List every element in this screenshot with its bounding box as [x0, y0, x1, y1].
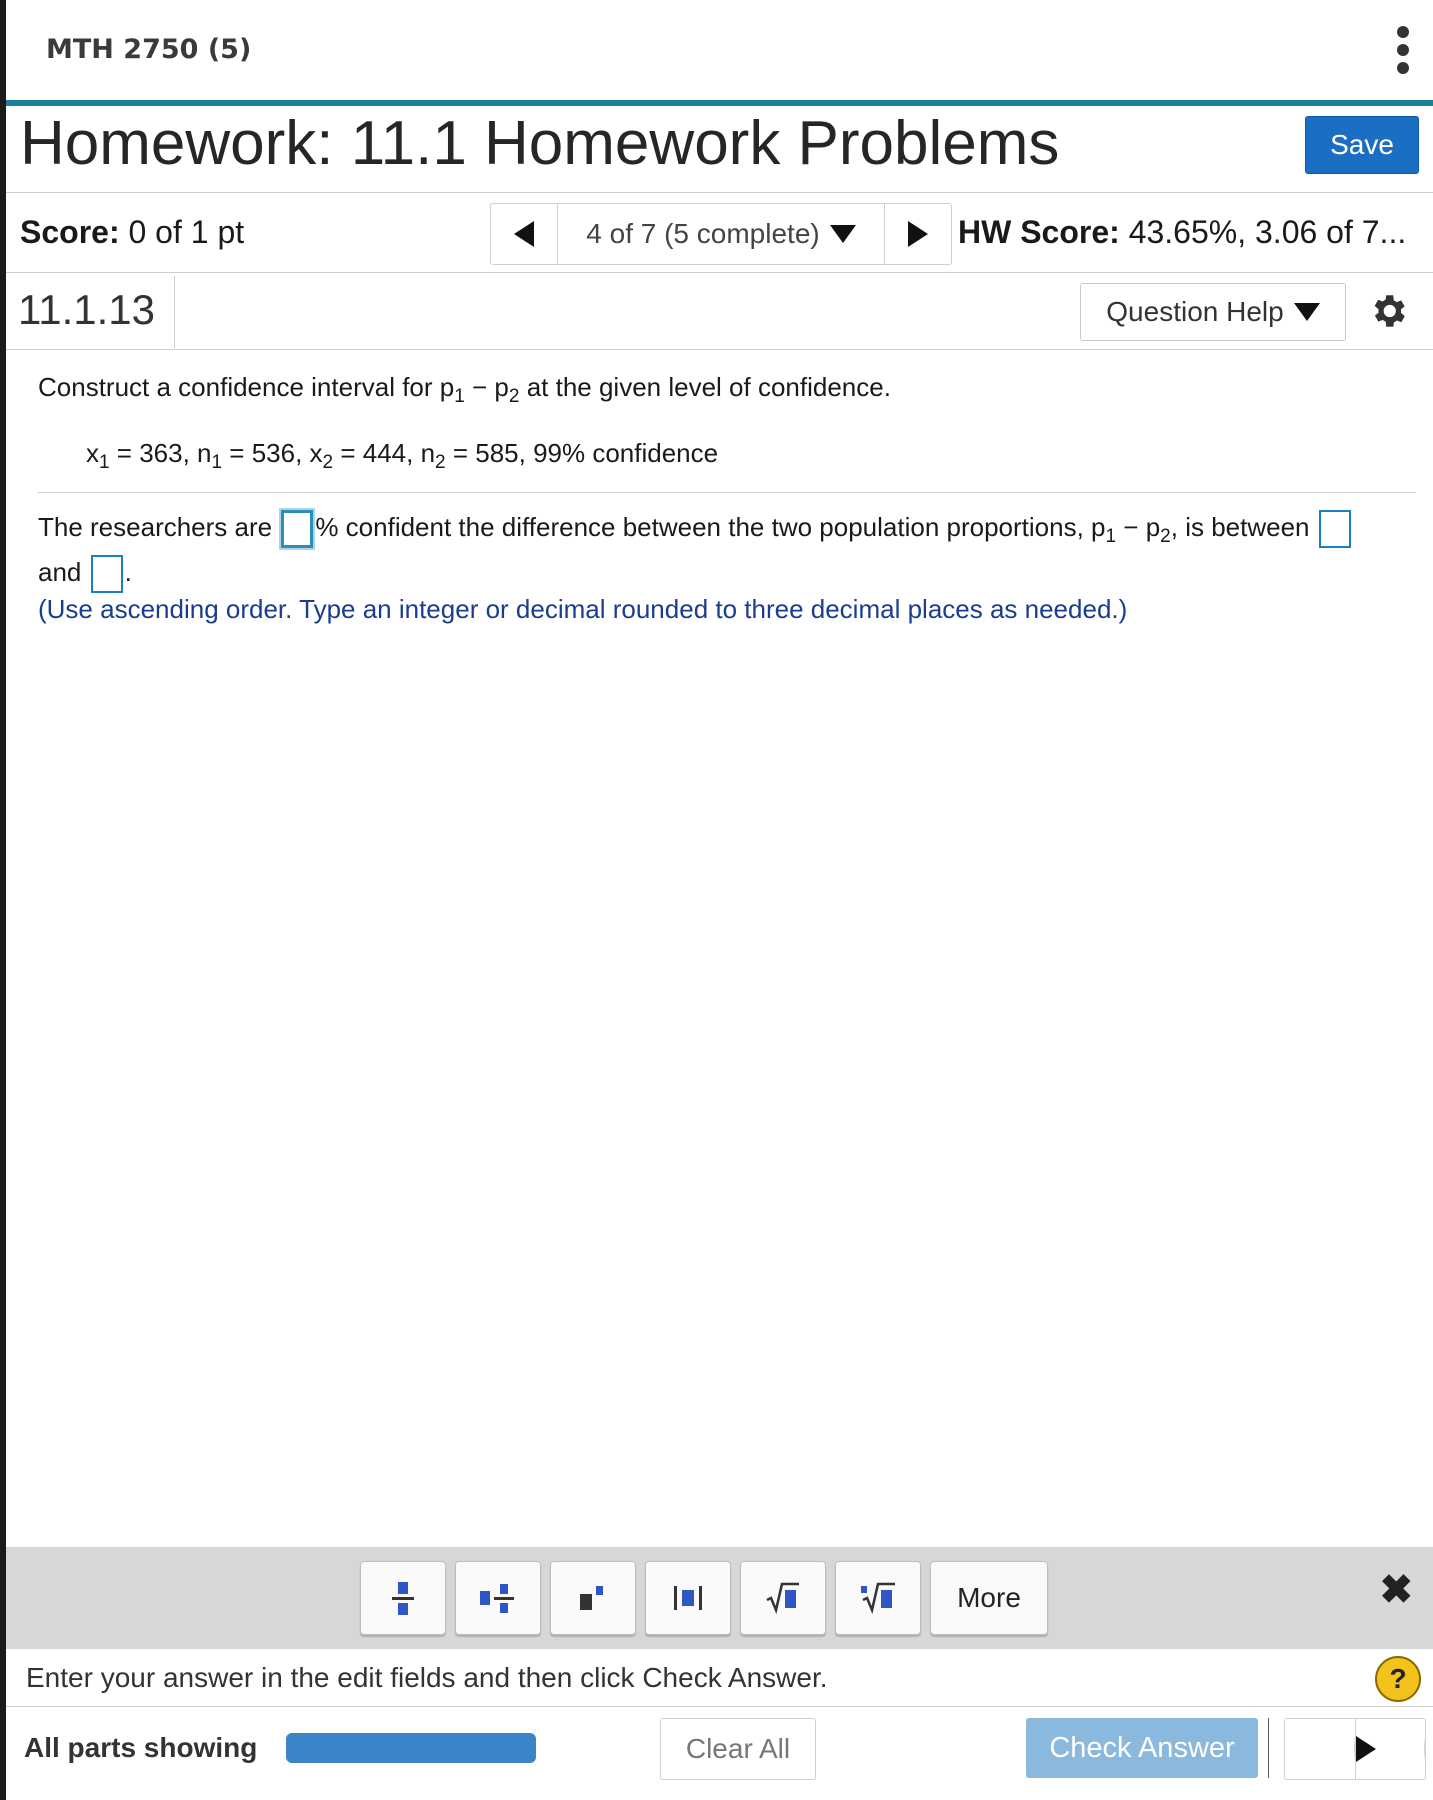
divider: [1268, 1718, 1269, 1778]
more-tools-button[interactable]: More: [930, 1561, 1048, 1635]
more-options-icon[interactable]: [1393, 26, 1413, 76]
help-icon[interactable]: ?: [1375, 1656, 1421, 1702]
arrow-right-icon: [1356, 1736, 1426, 1762]
divider: [6, 349, 1433, 350]
divider: [6, 192, 1433, 193]
hw-score-label: HW Score:: [958, 214, 1120, 250]
question-pager: [1284, 1718, 1426, 1780]
answer-statement: The researchers are % confident the difference between the two population proportions, $p_1 - p_2$, is between: [38, 510, 1353, 548]
previous-question-button[interactable]: [491, 204, 558, 264]
divider: [6, 272, 1433, 273]
answer-hint: (Use ascending order. Type an integer or decimal rounded to three decimal places as needed.): [38, 594, 1128, 624]
absolute-value-button[interactable]: [645, 1561, 731, 1635]
homework-page: [6, 0, 1433, 1800]
score-label: Score:: [20, 214, 120, 250]
caret-down-icon: [1294, 303, 1320, 321]
question-prompt: Construct a confidence interval for $p_1 - p_2$ at the given level of confidence.: [38, 372, 891, 407]
arrow-left-icon: [1285, 1736, 1355, 1762]
absolute-value-icon: [671, 1578, 705, 1618]
homework-score: [958, 214, 1406, 251]
hw-score-value: 43.65%, 3.06 of 7...: [1128, 214, 1407, 250]
exponent-icon: [578, 1578, 608, 1618]
next-question-button[interactable]: [1356, 1719, 1426, 1779]
arrow-left-icon: [514, 221, 534, 247]
confidence-level-input[interactable]: [281, 510, 313, 548]
gear-icon[interactable]: [1367, 290, 1409, 332]
lower-bound-input[interactable]: [1319, 510, 1351, 548]
question-position: 4 of 7 (5 complete): [586, 218, 820, 249]
question-help-button[interactable]: [1080, 283, 1346, 341]
close-icon[interactable]: ✖: [1379, 1568, 1413, 1612]
square-root-button[interactable]: [740, 1561, 826, 1635]
question-select-dropdown[interactable]: [558, 204, 884, 264]
divider: [6, 1706, 1433, 1707]
next-question-button[interactable]: [884, 204, 951, 264]
previous-question-button[interactable]: [1285, 1719, 1356, 1779]
question-values: $x_1 = 363$, $n_1 = 536$, $x_2 = 444$, $n_2 = 585$, 99% confidence: [86, 438, 719, 473]
exponent-button[interactable]: [550, 1561, 636, 1635]
question-score: [20, 214, 244, 251]
mixed-number-icon: [478, 1578, 518, 1618]
divider: [38, 492, 1416, 493]
question-help-label: Question Help: [1106, 296, 1284, 327]
nth-root-button[interactable]: [835, 1561, 921, 1635]
course-title: MTH 2750 (5): [46, 34, 252, 65]
score-value: 0 of 1 pt: [128, 214, 245, 250]
save-button[interactable]: Save: [1305, 116, 1419, 174]
square-root-icon: [765, 1578, 801, 1618]
parts-progress-bar: [286, 1733, 536, 1763]
fraction-button[interactable]: [360, 1561, 446, 1635]
divider: [174, 276, 175, 348]
parts-showing-label: All parts showing: [24, 1732, 258, 1763]
answer-statement-continued: and .: [38, 555, 132, 593]
arrow-right-icon: [908, 221, 928, 247]
check-answer-button[interactable]: Check Answer: [1026, 1718, 1258, 1778]
question-id: 11.1.13: [18, 286, 156, 333]
fraction-icon: [388, 1578, 418, 1618]
homework-title: Homework: 11.1 Homework Problems: [20, 109, 1060, 178]
clear-all-button[interactable]: Clear All: [660, 1718, 816, 1780]
mixed-number-button[interactable]: [455, 1561, 541, 1635]
math-toolbar: [6, 1547, 1433, 1649]
question-navigator: [490, 203, 952, 265]
upper-bound-input[interactable]: [91, 555, 123, 593]
nth-root-icon: [859, 1578, 897, 1618]
instruction-text: Enter your answer in the edit fields and then click Check Answer.: [26, 1662, 828, 1693]
caret-down-icon: [830, 225, 856, 243]
